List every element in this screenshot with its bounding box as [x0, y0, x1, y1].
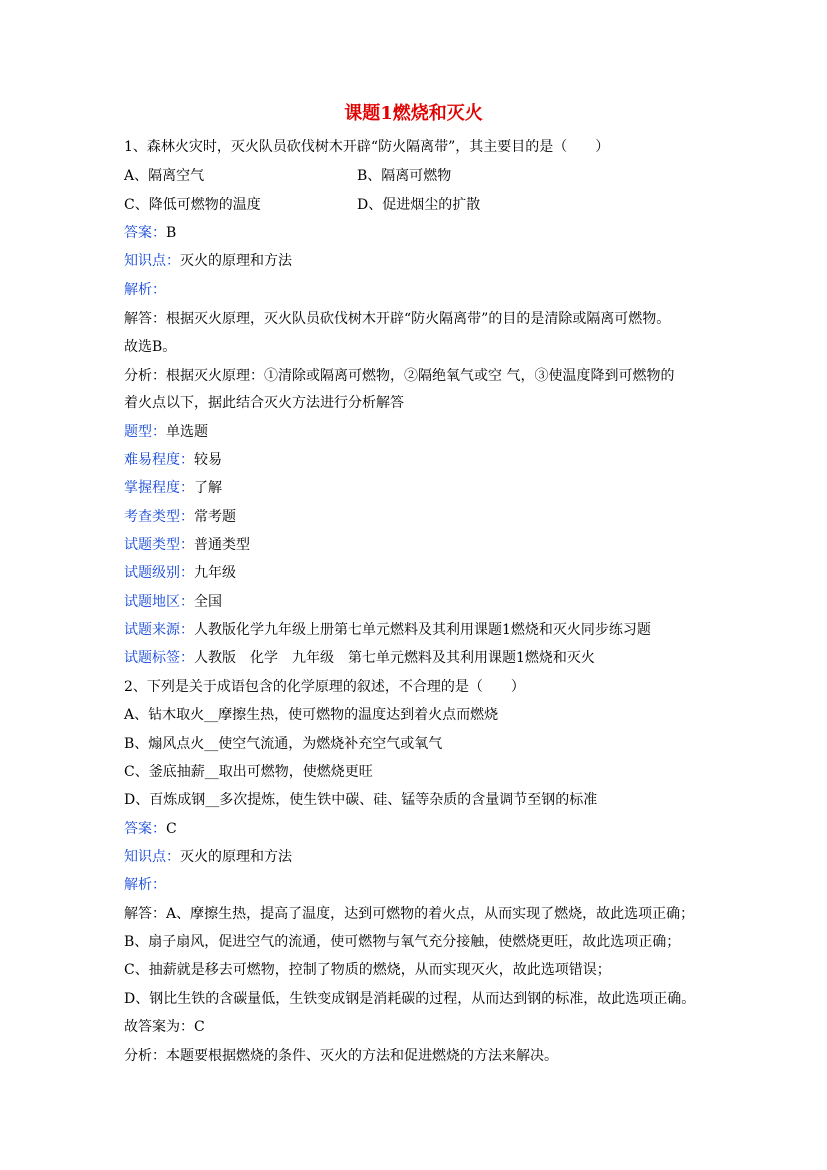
tags-label: 试题标签：: [124, 650, 194, 666]
knowledge-point-value: 灭火的原理和方法: [180, 849, 292, 865]
q2-solution-line-4: D、钢比生铁的含碳量低，生铁变成钢是消耗碳的过程，从而达到钢的标准，故此选项正确。: [124, 991, 696, 1007]
exam-type-value: 常考题: [194, 509, 236, 525]
exam-type-label: 考查类型：: [124, 509, 194, 525]
q1-fenxi-line-2: 着火点以下，据此结合灭火方法进行分析解答: [124, 395, 404, 411]
question-2-stem: 2、下列是关于成语包含的化学原理的叙述，不合理的是（ ）: [124, 679, 525, 695]
answer-value: B: [166, 225, 177, 241]
source-label: 试题来源：: [124, 622, 194, 638]
answer-label: 答案：: [124, 225, 166, 241]
q1-question-type: [124, 535, 250, 555]
q2-fenxi: 分析：本题要根据燃烧的条件、灭火的方法和促进燃烧的方法来解决。: [124, 1048, 558, 1064]
difficulty-label: 难易程度：: [124, 452, 194, 468]
q2-answer: [124, 819, 177, 839]
q1-fenxi-line-1: 分析：根据灭火原理：①清除或隔离可燃物，②隔绝氧气或空 气，③使温度降到可燃物的: [124, 368, 675, 384]
q2-option-b: B、煽风点火__使空气流通，为燃烧补充空气或氧气: [124, 736, 443, 752]
difficulty-value: 较易: [194, 452, 222, 468]
region-label: 试题地区：: [124, 594, 194, 610]
q2-knowledge-point: [124, 847, 292, 867]
q1-option-a: A、隔离空气: [124, 168, 205, 184]
level-label: 试题级别：: [124, 565, 194, 581]
q2-solution-line-1: 解答：A、摩擦生热，提高了温度，达到可燃物的着火点，从而实现了燃烧，故此选项正确；: [124, 906, 695, 922]
question-type-label: 试题类型：: [124, 537, 194, 553]
knowledge-point-value: 灭火的原理和方法: [180, 253, 292, 269]
q2-solution-line-5: 故答案为：C: [124, 1019, 205, 1035]
q1-tags: [124, 648, 595, 668]
q1-solution-line-1: 解答：根据灭火原理，灭火队员砍伐树木开辟“防火隔离带”的目的是清除或隔离可燃物。: [124, 311, 671, 327]
q1-answer: [124, 223, 176, 243]
level-value: 九年级: [194, 565, 236, 581]
q2-option-d: D、百炼成钢__多次提炼，使生铁中碳、硅、锰等杂质的含量调节至钢的标准: [124, 792, 598, 808]
q1-region: [124, 592, 222, 612]
question-type-value: 普通类型: [194, 537, 250, 553]
page-title: 课题1燃烧和灭火: [344, 103, 483, 124]
analysis-label: 解析：: [124, 877, 166, 893]
region-value: 全国: [194, 594, 222, 610]
q1-option-c: C、降低可燃物的温度: [124, 197, 261, 213]
q1-level: [124, 563, 236, 583]
q1-solution-line-2: 故选B。: [124, 339, 177, 355]
source-value: 人教版化学九年级上册第七单元燃料及其利用课题1燃烧和灭火同步练习题: [194, 622, 651, 638]
q1-option-b: B、隔离可燃物: [357, 168, 452, 184]
q1-source: [124, 620, 651, 640]
mastery-label: 掌握程度：: [124, 480, 194, 496]
tags-value: 人教版 化学 九年级 第七单元燃料及其利用课题1燃烧和灭火: [194, 650, 595, 666]
q2-solution-line-2: B、扇子扇风，促进空气的流通，使可燃物与氧气充分接触，使燃烧更旺，故此选项正确；: [124, 934, 681, 950]
type-label: 题型：: [124, 424, 166, 440]
q2-option-a: A、钻木取火__摩擦生热，使可燃物的温度达到着火点而燃烧: [124, 707, 499, 723]
answer-label: 答案：: [124, 821, 166, 837]
q1-difficulty: [124, 450, 222, 470]
question-1-stem: 1、森林火灾时，灭火队员砍伐树木开辟“防火隔离带”，其主要目的是（ ）: [124, 139, 610, 155]
q2-analysis-heading: [124, 875, 166, 895]
analysis-label: 解析：: [124, 282, 166, 298]
q1-exam-type: [124, 507, 236, 527]
q1-mastery: [124, 478, 222, 498]
answer-value: C: [166, 821, 177, 837]
knowledge-point-label: 知识点：: [124, 253, 180, 269]
q1-knowledge-point: [124, 251, 292, 271]
q1-type: [124, 422, 208, 442]
mastery-value: 了解: [194, 480, 222, 496]
knowledge-point-label: 知识点：: [124, 849, 180, 865]
q2-solution-line-3: C、抽薪就是移去可燃物，控制了物质的燃烧，从而实现灭火，故此选项错误；: [124, 962, 611, 978]
q1-analysis-heading: [124, 280, 166, 300]
type-value: 单选题: [166, 424, 208, 440]
q1-option-d: D、促进烟尘的扩散: [357, 197, 481, 213]
q2-option-c: C、釜底抽薪__取出可燃物，使燃烧更旺: [124, 764, 373, 780]
